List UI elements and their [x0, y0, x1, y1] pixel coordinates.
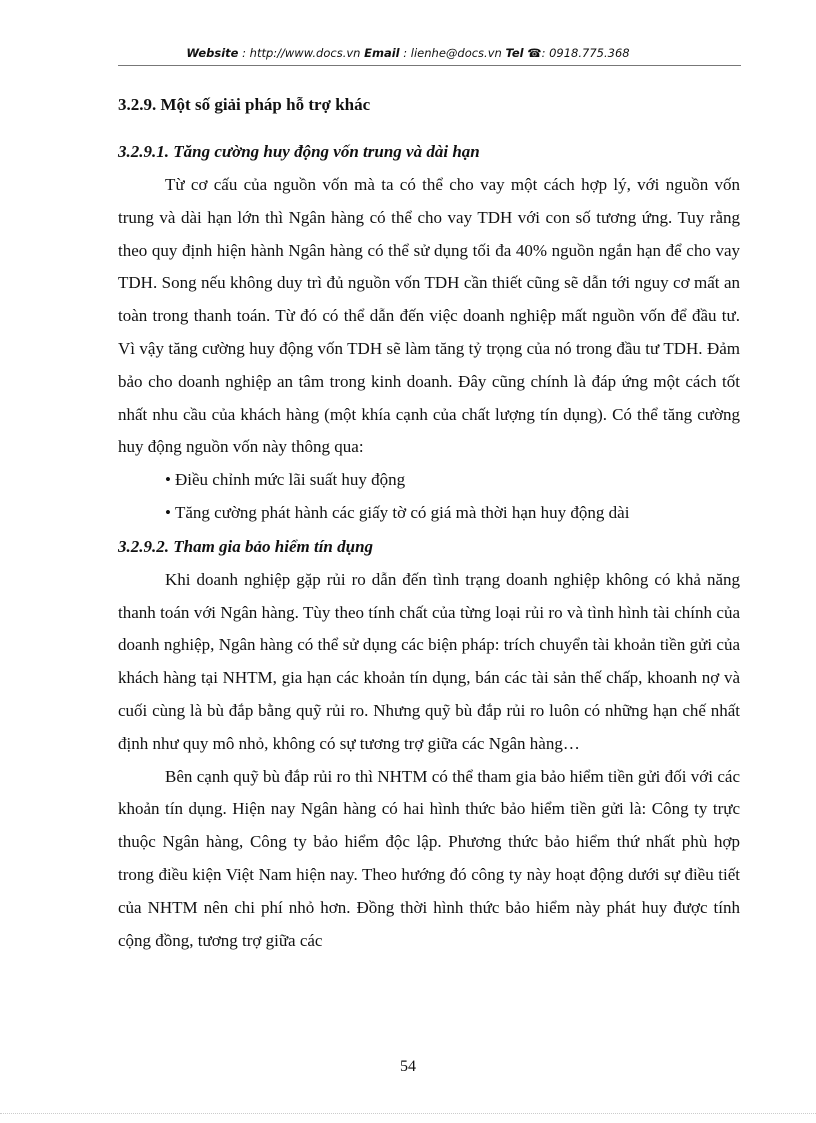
header-divider	[118, 65, 741, 66]
list-item: • Tăng cường phát hành các giấy tờ có giá mà thời hạn huy động dài	[118, 497, 740, 530]
page-number: 54	[400, 1058, 416, 1075]
email-label: Email	[364, 46, 400, 60]
website-label: Website	[186, 46, 239, 60]
paragraph: Bên cạnh quỹ bù đắp rủi ro thì NHTM có thể tham gia bảo hiểm tiền gửi đối với các khoản tín dụng. Hiện nay Ngân hàng có hai hình thức bảo hiểm tiền gửi là: Công ty trực thuộc Ngân hàng, Công ty bảo hiểm độc lập. Phương thức bảo hiểm thứ nhất phù hợp trong điều kiện Việt Nam hiện nay. Theo hướng đó công ty này hoạt động dưới sự điều tiết của NHTM nên chi phí nhỏ hơn. Đồng thời hình thức bảo hiểm này phát huy được tính cộng đồng, tương trợ giữa các	[118, 766, 740, 950]
section-heading: 3.2.9. Một số giải pháp hỗ trợ khác	[118, 95, 371, 114]
bullet-icon: •	[165, 470, 171, 490]
footer-divider	[0, 1113, 816, 1114]
phone-icon: ☎	[527, 46, 542, 60]
page-header: Website : http://www.docs.vn Email : lienhe@docs.vn Tel ☎: 0918.775.368	[186, 46, 630, 60]
subsection-heading-1: 3.2.9.1. Tăng cường huy động vốn trung và dài hạn	[118, 142, 480, 161]
website-link[interactable]: http://www.docs.vn	[249, 46, 361, 60]
bullet-icon: •	[165, 502, 171, 522]
list-item: • Điều chỉnh mức lãi suất huy động	[118, 464, 740, 497]
email-link[interactable]: lienhe@docs.vn	[410, 46, 502, 60]
document-body	[118, 88, 740, 957]
paragraph: Khi doanh nghiệp gặp rủi ro dẫn đến tình trạng doanh nghiệp không có khả năng thanh toán với Ngân hàng. Tùy theo tính chất của từng loại rủi ro và tình hình tài chính của doanh nghiệp, Ngân hàng có thể sử dụng các biện pháp: trích chuyển tài khoản tiền gửi của khách hàng tại NHTM, gia hạn các khoản tín dụng, bán các tài sản thế chấp, khoanh nợ và cuối cùng là bù đắp bằng quỹ rủi ro. Nhưng quỹ bù đắp rủi ro luôn có những hạn chế nhất định như quy mô nhỏ, không có sự tương trợ giữa các Ngân hàng…	[118, 569, 740, 753]
subsection-heading-2: 3.2.9.2. Tham gia bảo hiểm tín dụng	[118, 536, 374, 556]
tel-value: 0918.775.368	[549, 46, 630, 60]
paragraph: Từ cơ cấu của nguồn vốn mà ta có thể cho vay một cách hợp lý, với nguồn vốn trung và dài hạn lớn thì Ngân hàng có thể cho vay TDH với con số tương ứng. Tuy rằng theo quy định hiện hành Ngân hàng có thể sử dụng tối đa 40% nguồn ngắn hạn để cho vay TDH. Song nếu không duy trì đủ nguồn vốn TDH cần thiết cũng sẽ dẫn tới nguy cơ mất an toàn trong thanh toán. Từ đó có thể dẫn đến việc doanh nghiệp mất nguồn vốn để đầu tư. Vì vậy tăng cường huy động vốn TDH sẽ làm tăng tỷ trọng của nó trong đầu tư TDH. Đảm bảo cho doanh nghiệp an tâm trong kinh doanh. Đây cũng chính là đáp ứng một cách tốt nhất nhu cầu của khách hàng (một khía cạnh của chất lượng tín dụng). Có thể tăng cường huy động nguồn vốn này thông qua:	[118, 175, 740, 457]
tel-label: Tel	[505, 46, 524, 60]
